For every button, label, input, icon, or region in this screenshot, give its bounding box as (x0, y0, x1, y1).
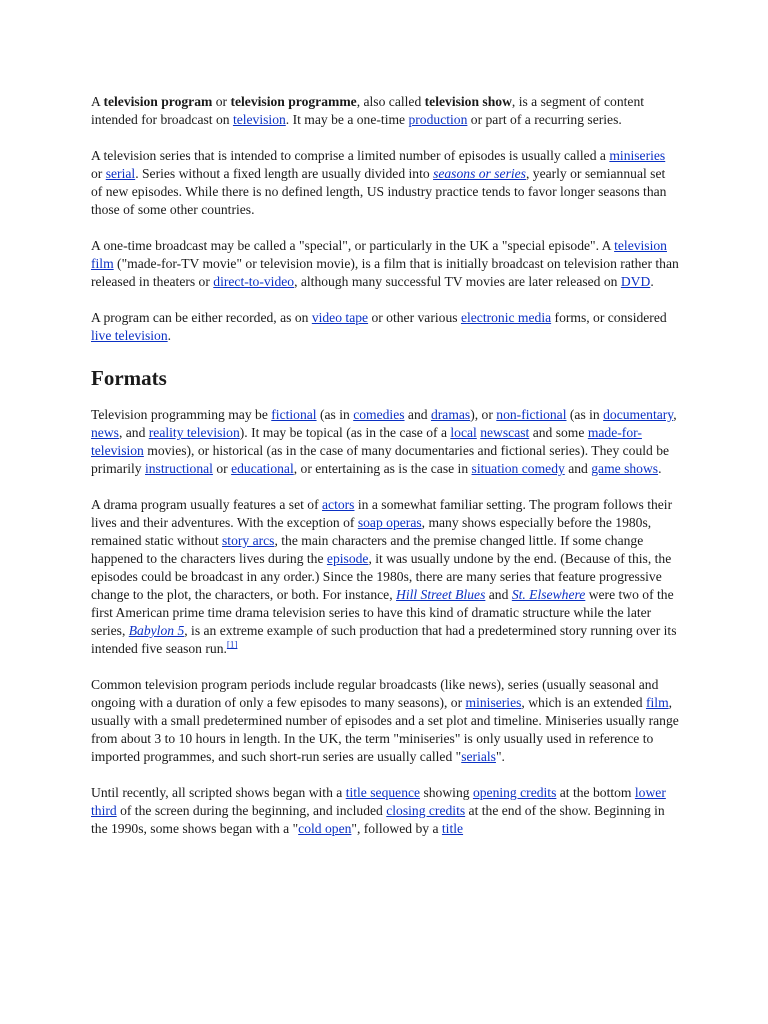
wiki-link[interactable]: news (91, 425, 119, 440)
text-run: movies), or historical (as in the case of many documentaries and fictional series). They could be primarily (91, 443, 670, 476)
wiki-link[interactable]: St. Elsewhere (511, 587, 586, 602)
text-run: , many shows especially before the 1980s, remained static without (91, 515, 652, 548)
wiki-link[interactable]: Hill Street Blues (396, 587, 486, 602)
wiki-link[interactable]: film (645, 695, 669, 710)
text-run: of the screen during the beginning, and included (116, 803, 387, 818)
text-run: , (673, 407, 677, 422)
wiki-link[interactable]: title (441, 821, 464, 836)
text-run: forms, or considered (551, 310, 667, 325)
text-run: A television series that is intended to comprise a limited number of episodes is usually called a (91, 148, 610, 163)
text-run: A (91, 94, 104, 109)
text-run: , yearly or semiannual set of new episodes. While there is no defined length, US industry practice tends to favor longer seasons than those of some other countries. (91, 166, 667, 217)
text-run: ), or (470, 407, 497, 422)
text-run: or (212, 461, 232, 476)
wiki-link[interactable]: cold open (298, 821, 352, 836)
recording-paragraph (91, 309, 679, 345)
wiki-link[interactable]: newscast (480, 425, 530, 440)
text-run: , the main characters and the premise changed little. If some change happened to the characters lives during the (91, 533, 644, 566)
text-run: ("made-for-TV movie" or television movie), is a film that is initially broadcast on television rather than released in theaters or (91, 256, 679, 289)
text-run: . Series without a fixed length are usually divided into (135, 166, 434, 181)
wiki-link[interactable]: production (408, 112, 468, 127)
text-run: , usually with a small predetermined number of episodes and a set plot and timeline. Miniseries usually range from about 3 to 10 hours in length. In the UK, the term "miniseries" is only usually used in reference to imported programmes, and such short-run series are usually called " (91, 695, 679, 764)
wiki-link[interactable]: episode (326, 551, 369, 566)
text-run: . (650, 274, 654, 289)
wiki-link[interactable]: direct-to-video (213, 274, 295, 289)
text-run: A drama program usually features a set of (91, 497, 323, 512)
text-run: , or entertaining as is the case in (293, 461, 472, 476)
wiki-link[interactable]: miniseries (465, 695, 522, 710)
text-run: , although many successful TV movies are later released on (294, 274, 621, 289)
wiki-link[interactable]: live television (91, 328, 168, 343)
wiki-link[interactable]: documentary (603, 407, 674, 422)
wiki-link[interactable]: fictional (271, 407, 317, 422)
text-run: and (485, 587, 512, 602)
wiki-link[interactable]: electronic media (460, 310, 552, 325)
wiki-link[interactable]: non-fictional (496, 407, 567, 422)
wiki-link[interactable]: game shows (591, 461, 659, 476)
text-run: or (91, 166, 106, 181)
wiki-link[interactable]: reality television (148, 425, 240, 440)
wiki-link[interactable]: instructional (144, 461, 213, 476)
wiki-link[interactable]: made-for-television (91, 425, 642, 458)
programming-paragraph (91, 406, 679, 478)
text-run: (as in (316, 407, 354, 422)
bold-term: television programme (230, 94, 357, 109)
special-paragraph (91, 237, 679, 291)
wiki-link[interactable]: soap operas (357, 515, 422, 530)
text-run: A one-time broadcast may be called a "special", or particularly in the UK a "special episode". A (91, 238, 615, 253)
wiki-link[interactable]: local (450, 425, 477, 440)
periods-paragraph (91, 676, 679, 766)
text-run: or part of a recurring series. (467, 112, 622, 127)
text-run: Television programming may be (91, 407, 272, 422)
text-run: Until recently, all scripted shows began with a (91, 785, 346, 800)
wiki-link[interactable]: Babylon 5 (128, 623, 185, 638)
text-run: (as in (566, 407, 604, 422)
intro-paragraph (91, 93, 679, 129)
wiki-link[interactable]: serial (105, 166, 136, 181)
wiki-link[interactable]: closing credits (386, 803, 466, 818)
text-run: ). It may be topical (as in the case of a (239, 425, 451, 440)
wiki-link[interactable]: television film (91, 238, 667, 271)
text-run: , is a segment of content intended for broadcast on (91, 94, 645, 127)
wiki-link[interactable]: DVD (620, 274, 651, 289)
text-run: . (167, 328, 172, 343)
text-run: , is an extreme example of such production that had a predetermined story running over its intended five season run. (91, 623, 677, 656)
bold-term: television show (424, 94, 512, 109)
text-run: A program can be either recorded, as on (91, 310, 312, 325)
article-body (91, 93, 679, 856)
wiki-link[interactable]: [1] (226, 639, 238, 650)
wiki-link[interactable]: video tape (311, 310, 369, 325)
wiki-link[interactable]: television (232, 112, 286, 127)
wiki-link[interactable]: comedies (353, 407, 405, 422)
wiki-link[interactable]: lower third (91, 785, 666, 818)
text-run: Common television program periods include regular broadcasts (like news), series (usually seasonal and ongoing with a duration of only a few episodes to many seasons), or (91, 677, 659, 710)
text-run: . (658, 461, 662, 476)
title-sequence-paragraph (91, 784, 679, 838)
wiki-link[interactable]: opening credits (472, 785, 557, 800)
text-run: ", followed by a (351, 821, 442, 836)
wiki-link[interactable]: story arcs (222, 533, 275, 548)
wiki-link[interactable]: dramas (430, 407, 471, 422)
text-run: at the bottom (556, 785, 635, 800)
wiki-link[interactable]: miniseries (609, 148, 666, 163)
text-run: and (564, 461, 592, 476)
text-run: were two of the first American prime time drama television series to have this kind of dramatic structure while the later series, (91, 587, 674, 638)
text-run: in a somewhat familiar setting. The program follows their lives and their adventures. With the exception of (91, 497, 673, 530)
text-run: ". (495, 749, 505, 764)
wiki-link[interactable]: serials (461, 749, 496, 764)
wiki-link[interactable]: title sequence (345, 785, 421, 800)
text-run: and (404, 407, 431, 422)
wiki-link[interactable]: actors (322, 497, 355, 512)
text-run: or other various (368, 310, 461, 325)
text-run: , also called (356, 94, 425, 109)
wiki-link[interactable]: educational (231, 461, 294, 476)
text-run: at the end of the show. Beginning in the 1990s, some shows began with a " (91, 803, 665, 836)
text-run: showing (420, 785, 473, 800)
text-run: , it was usually undone by the end. (Because of this, the episodes could be broadcast in any order.) Since the 1980s, there are many series that feature progressive change to the plot, the characters, or both. For instance, (91, 551, 672, 602)
section-heading-formats: Formats (91, 366, 167, 390)
text-run: . It may be a one-time (285, 112, 409, 127)
wiki-link[interactable]: seasons or series (433, 166, 526, 181)
text-run: , which is an extended (521, 695, 646, 710)
drama-paragraph (91, 496, 679, 658)
text-run: and some (529, 425, 588, 440)
citation-ref (227, 639, 238, 649)
text-run: or (212, 94, 231, 109)
text-run: , and (118, 425, 149, 440)
bold-term: television program (103, 94, 213, 109)
wiki-link[interactable]: situation comedy (471, 461, 565, 476)
series-paragraph (91, 147, 679, 219)
